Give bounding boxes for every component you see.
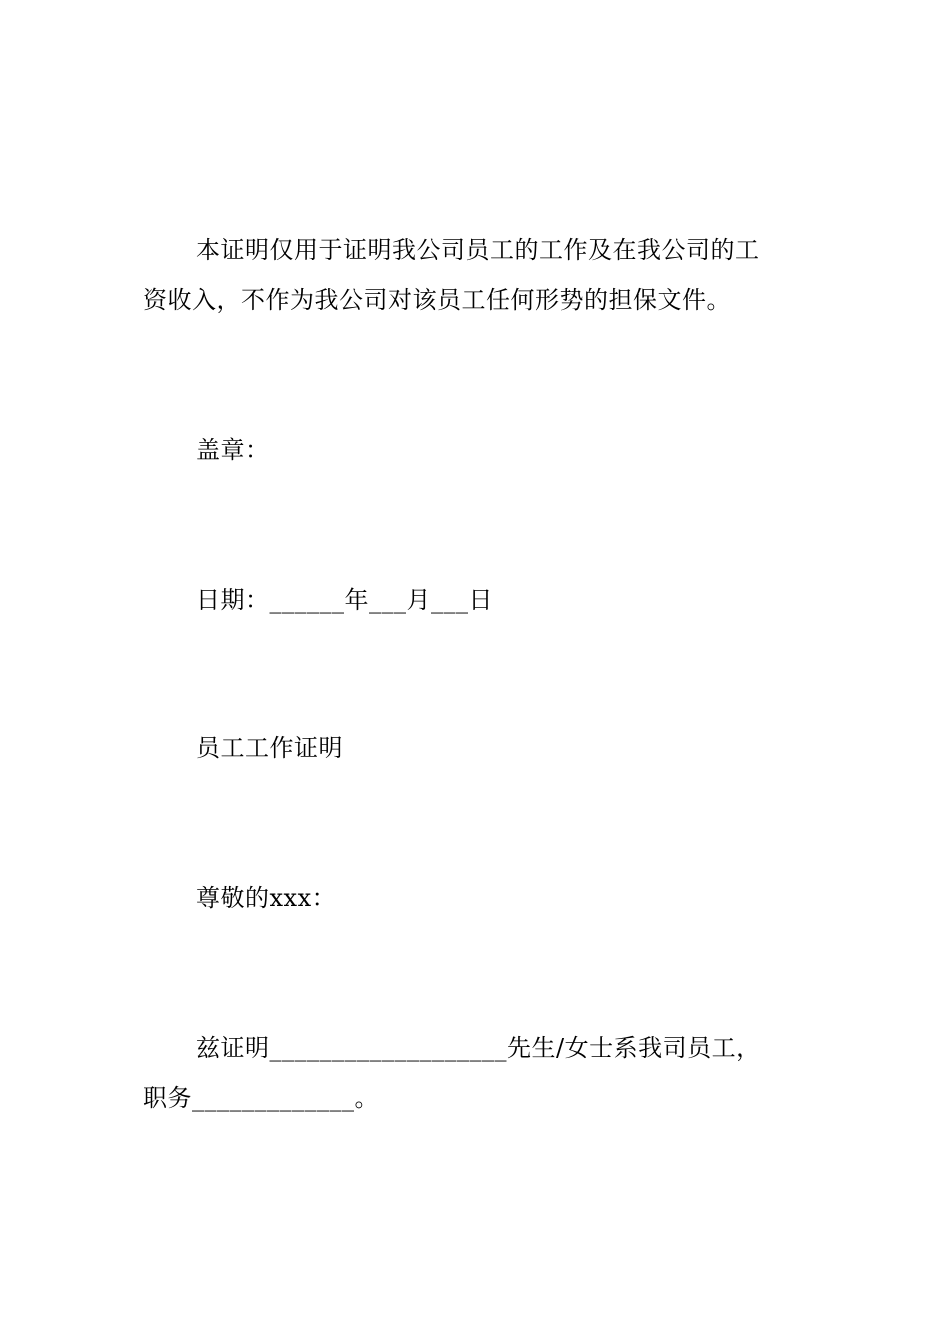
seal-label: 盖章： — [196, 436, 270, 464]
date-line: 日期：______年___月___日 — [196, 586, 493, 614]
certification-line-1: 兹证明___________________先生/女士系我司员工， — [196, 1034, 761, 1062]
paragraph-disclaimer-line-2: 资收入，不作为我公司对该员工任何形势的担保文件。 — [143, 286, 731, 314]
paragraph-disclaimer-line-1: 本证明仅用于证明我公司员工的工作及在我公司的工 — [196, 236, 760, 264]
certification-line-2: 职务_____________。 — [143, 1084, 379, 1112]
salutation: 尊敬的xxx： — [196, 884, 337, 912]
document-title: 员工工作证明 — [196, 734, 343, 762]
